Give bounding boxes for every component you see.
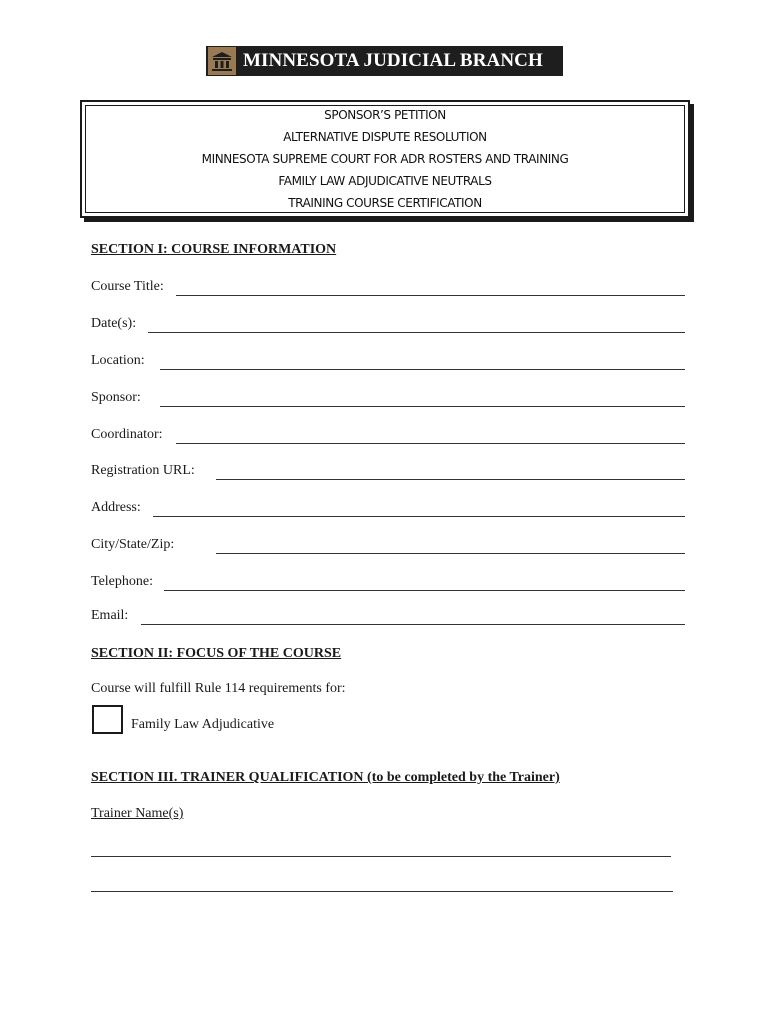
title-line: MINNESOTA SUPREME COURT FOR ADR ROSTERS AND TRAINING xyxy=(201,152,569,166)
coordinator-label: Coordinator: xyxy=(91,427,163,442)
trainer-name-line-1[interactable] xyxy=(91,856,671,857)
location-label: Location: xyxy=(91,353,145,368)
registration-url-label: Registration URL: xyxy=(91,463,195,478)
trainer-name-line-2[interactable] xyxy=(91,891,673,892)
registration-url-field[interactable] xyxy=(216,479,685,480)
course-title-label: Course Title: xyxy=(91,279,164,294)
telephone-label: Telephone: xyxy=(91,574,153,589)
title-box xyxy=(80,100,690,218)
family-law-checkbox[interactable] xyxy=(92,705,123,734)
course-title-field[interactable] xyxy=(176,295,685,296)
rule-114-intro: Course will fulfill Rule 114 requirements for: xyxy=(91,681,346,696)
sponsor-label: Sponsor: xyxy=(91,390,141,405)
telephone-field[interactable] xyxy=(164,590,685,591)
section-2-heading: SECTION II: FOCUS OF THE COURSE xyxy=(91,646,342,661)
location-field[interactable] xyxy=(160,369,685,370)
section-3-heading: SECTION III. TRAINER QUALIFICATION (to be completed by the Trainer) xyxy=(91,770,560,785)
title-line: TRAINING COURSE CERTIFICATION xyxy=(288,196,482,210)
city-state-zip-label: City/State/Zip: xyxy=(91,537,175,552)
sponsor-field[interactable] xyxy=(160,406,685,407)
city-state-zip-field[interactable] xyxy=(216,553,685,554)
address-field[interactable] xyxy=(153,516,685,517)
title-line: SPONSOR’S PETITION xyxy=(324,108,446,122)
title-line: ALTERNATIVE DISPUTE RESOLUTION xyxy=(283,130,487,144)
courthouse-columns-icon xyxy=(208,47,236,75)
title-line: FAMILY LAW ADJUDICATIVE NEUTRALS xyxy=(278,174,492,188)
trainer-names-label: Trainer Name(s) xyxy=(91,806,184,821)
dates-label: Date(s): xyxy=(91,316,137,331)
email-field[interactable] xyxy=(141,624,685,625)
logo-banner xyxy=(206,46,563,76)
section-1-heading: SECTION I: COURSE INFORMATION xyxy=(91,242,337,257)
dates-field[interactable] xyxy=(148,332,685,333)
email-label: Email: xyxy=(91,608,129,623)
family-law-checkbox-label: Family Law Adjudicative xyxy=(131,717,275,732)
logo-text: MINNESOTA JUDICIAL BRANCH xyxy=(243,50,543,71)
address-label: Address: xyxy=(91,500,141,515)
coordinator-field[interactable] xyxy=(176,443,685,444)
